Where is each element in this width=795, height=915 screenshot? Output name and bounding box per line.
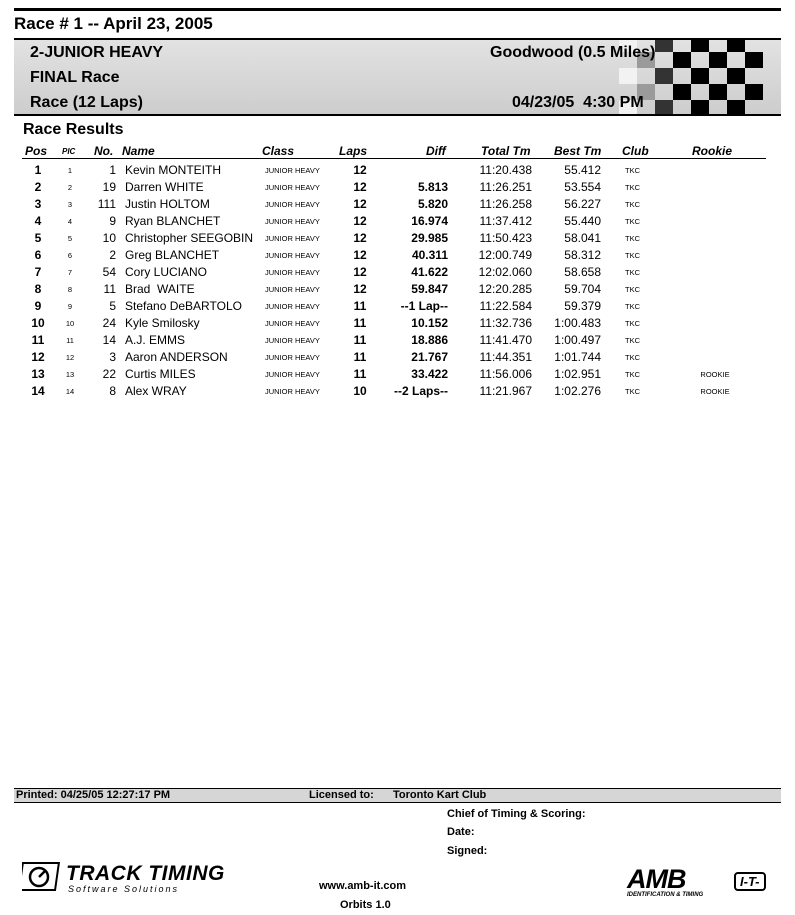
col-class: Class — [262, 144, 295, 158]
cell-kart-number: 1 — [109, 163, 116, 177]
cell-club: TKC — [625, 217, 640, 226]
col-club: Club — [622, 144, 649, 158]
cell-total-time: 11:56.006 — [479, 367, 532, 381]
cell-kart-number: 54 — [102, 265, 116, 279]
cell-diff: 5.813 — [417, 180, 448, 194]
cell-class: JUNIOR HEAVY — [265, 353, 320, 362]
cell-total-time: 12:00.749 — [478, 248, 532, 262]
cell-class: JUNIOR HEAVY — [265, 166, 320, 175]
track-name: Goodwood (0.5 Miles) — [490, 44, 656, 61]
cell-diff: 33.422 — [411, 367, 448, 381]
website-url: www.amb-it.com — [319, 880, 406, 892]
cell-best-time: 55.412 — [564, 163, 601, 177]
cell-diff: --2 Laps-- — [394, 384, 448, 398]
cell-pic: 6 — [67, 251, 73, 260]
cell-club: TKC — [625, 166, 640, 175]
cell-driver-name: Curtis MILES — [125, 367, 196, 381]
cell-total-time: 11:20.438 — [479, 163, 532, 177]
cell-pic: 1 — [67, 166, 73, 175]
race-datetime: 04/23/05 4:30 PM — [512, 94, 644, 111]
signed-label: Signed: — [447, 845, 488, 857]
cell-driver-name: A.J. EMMS — [125, 333, 186, 347]
cell-diff: 18.886 — [411, 333, 448, 347]
cell-total-time: 11:21.967 — [479, 384, 532, 398]
cell-driver-name: Stefano DeBARTOLO — [125, 299, 242, 313]
cell-driver-name: Kyle Smilosky — [125, 316, 200, 330]
cell-best-time: 1:00.497 — [554, 333, 601, 347]
cell-kart-number: 5 — [109, 299, 116, 313]
licensed-to: Toronto Kart Club — [393, 789, 487, 801]
cell-class: JUNIOR HEAVY — [265, 217, 320, 226]
cell-driver-name: Ryan BLANCHET — [125, 214, 221, 228]
cell-pic: 5 — [67, 234, 73, 243]
cell-class: JUNIOR HEAVY — [265, 336, 320, 345]
cell-club: TKC — [625, 268, 640, 277]
date-label: Date: — [447, 826, 475, 838]
cell-kart-number: 10 — [102, 231, 116, 245]
cell-driver-name: Alex WRAY — [125, 384, 187, 398]
cell-kart-number: 14 — [102, 333, 116, 347]
cell-best-time: 58.041 — [564, 231, 601, 245]
cell-position: 10 — [31, 316, 45, 330]
cell-kart-number: 11 — [103, 282, 116, 296]
cell-kart-number: 24 — [102, 316, 116, 330]
cell-diff: 40.311 — [411, 248, 448, 262]
cell-best-time: 53.554 — [564, 180, 601, 194]
cell-kart-number: 111 — [97, 197, 116, 211]
cell-laps: 11 — [353, 299, 367, 313]
race-title: Race # 1 -- April 23, 2005 — [14, 14, 213, 33]
cell-club: TKC — [625, 387, 640, 396]
cell-club: TKC — [625, 336, 640, 345]
cell-position: 6 — [34, 248, 42, 262]
cell-diff: 16.974 — [411, 214, 448, 228]
cell-class: JUNIOR HEAVY — [265, 251, 320, 260]
section-title: Race Results — [23, 121, 124, 138]
cell-laps: 10 — [353, 384, 367, 398]
cell-position: 9 — [34, 299, 42, 313]
cell-kart-number: 9 — [109, 214, 116, 228]
amb-logo-text: AMB — [627, 864, 686, 894]
cell-diff: 10.152 — [411, 316, 448, 330]
cell-position: 4 — [34, 214, 42, 228]
cell-rookie: ROOKIE — [700, 387, 730, 396]
track-timing-name: TRACK TIMING — [66, 862, 225, 885]
cell-total-time: 12:20.285 — [478, 282, 532, 296]
amb-it-mark: I-T- — [734, 872, 766, 891]
cell-total-time: 11:44.351 — [479, 350, 532, 364]
cell-club: TKC — [625, 200, 640, 209]
cell-pic: 2 — [67, 183, 73, 192]
track-timing-logo-icon — [22, 862, 62, 892]
cell-driver-name: Christopher SEEGOBIN — [125, 231, 254, 245]
col-no: No. — [94, 144, 114, 158]
cell-best-time: 58.312 — [564, 248, 601, 262]
cell-club: TKC — [625, 234, 640, 243]
cell-laps: 12 — [353, 180, 367, 194]
amb-logo — [627, 866, 777, 902]
cell-pic: 9 — [67, 302, 73, 311]
cell-class: JUNIOR HEAVY — [265, 200, 320, 209]
cell-best-time: 59.704 — [564, 282, 601, 296]
cell-laps: 11 — [353, 350, 367, 364]
cell-pic: 8 — [67, 285, 73, 294]
cell-club: TKC — [625, 183, 640, 192]
cell-kart-number: 19 — [102, 180, 116, 194]
cell-laps: 11 — [353, 333, 367, 347]
cell-driver-name: Brad WAITE — [125, 282, 195, 296]
cell-laps: 12 — [353, 265, 367, 279]
cell-club: TKC — [625, 302, 640, 311]
cell-diff: 41.622 — [411, 265, 448, 279]
cell-position: 14 — [31, 384, 45, 398]
cell-driver-name: Cory LUCIANO — [125, 265, 208, 279]
cell-club: TKC — [625, 251, 640, 260]
cell-laps: 12 — [353, 214, 367, 228]
cell-total-time: 12:02.060 — [478, 265, 532, 279]
col-pic: PIC — [62, 147, 76, 156]
cell-laps: 12 — [353, 197, 367, 211]
cell-rookie: ROOKIE — [700, 370, 730, 379]
cell-pic: 7 — [67, 268, 73, 277]
cell-total-time: 11:26.251 — [479, 180, 532, 194]
col-laps: Laps — [339, 144, 368, 158]
cell-class: JUNIOR HEAVY — [265, 234, 320, 243]
cell-pic: 14 — [65, 387, 75, 396]
col-diff: Diff — [426, 144, 446, 158]
cell-laps: 12 — [353, 163, 367, 177]
cell-best-time: 1:01.744 — [554, 350, 601, 364]
cell-kart-number: 3 — [109, 350, 116, 364]
cell-position: 5 — [34, 231, 42, 245]
cell-driver-name: Darren WHITE — [125, 180, 204, 194]
cell-pic: 10 — [65, 319, 75, 328]
cell-total-time: 11:50.423 — [479, 231, 532, 245]
printed-stamp: Printed: 04/25/05 12:27:17 PM — [16, 789, 171, 801]
cell-club: TKC — [625, 353, 640, 362]
cell-diff: --1 Lap-- — [400, 299, 448, 313]
col-rookie: Rookie — [692, 144, 733, 158]
race-laps: Race (12 Laps) — [30, 94, 143, 111]
cell-driver-name: Aaron ANDERSON — [125, 350, 228, 364]
cell-laps: 11 — [353, 316, 367, 330]
cell-position: 3 — [34, 197, 42, 211]
cell-position: 8 — [34, 282, 42, 296]
cell-laps: 11 — [353, 367, 367, 381]
cell-best-time: 1:02.951 — [554, 367, 601, 381]
cell-class: JUNIOR HEAVY — [265, 183, 320, 192]
race-type: FINAL Race — [30, 69, 120, 86]
race-banner — [14, 38, 781, 116]
cell-class: JUNIOR HEAVY — [265, 370, 320, 379]
col-pos: Pos — [25, 144, 48, 158]
col-best: Best Tm — [554, 144, 602, 158]
cell-best-time: 1:02.276 — [554, 384, 601, 398]
cell-pic: 11 — [66, 336, 74, 345]
cell-best-time: 55.440 — [564, 214, 601, 228]
header-rule — [22, 158, 766, 159]
cell-total-time: 11:37.412 — [479, 214, 532, 228]
cell-laps: 12 — [353, 248, 367, 262]
cell-total-time: 11:32.736 — [479, 316, 532, 330]
cell-diff: 21.767 — [411, 350, 448, 364]
cell-position: 11 — [31, 333, 45, 347]
cell-class: JUNIOR HEAVY — [265, 285, 320, 294]
cell-kart-number: 22 — [102, 367, 116, 381]
cell-class: JUNIOR HEAVY — [265, 319, 320, 328]
cell-total-time: 11:41.470 — [479, 333, 532, 347]
track-timing-tagline: Software Solutions — [68, 884, 180, 894]
cell-class: JUNIOR HEAVY — [265, 302, 320, 311]
top-rule — [14, 8, 781, 11]
cell-club: TKC — [625, 370, 640, 379]
cell-best-time: 1:00.483 — [554, 316, 601, 330]
cell-diff: 29.985 — [411, 231, 448, 245]
cell-club: TKC — [625, 285, 640, 294]
cell-driver-name: Greg BLANCHET — [125, 248, 220, 262]
cell-class: JUNIOR HEAVY — [265, 268, 320, 277]
cell-pic: 3 — [67, 200, 73, 209]
cell-position: 13 — [31, 367, 45, 381]
cell-position: 1 — [34, 163, 42, 177]
cell-position: 12 — [31, 350, 45, 364]
class-name: 2-JUNIOR HEAVY — [30, 44, 164, 61]
cell-position: 7 — [34, 265, 42, 279]
cell-diff: 59.847 — [411, 282, 448, 296]
cell-pic: 12 — [65, 353, 75, 362]
cell-best-time: 56.227 — [564, 197, 601, 211]
amb-logo-tagline: IDENTIFICATION & TIMING — [627, 892, 704, 898]
cell-pic: 4 — [67, 217, 73, 226]
footer-bar — [14, 788, 781, 803]
cell-pic: 13 — [65, 370, 75, 379]
cell-best-time: 58.658 — [564, 265, 601, 279]
cell-kart-number: 8 — [109, 384, 116, 398]
software-version: Orbits 1.0 — [340, 899, 391, 911]
cell-best-time: 59.379 — [564, 299, 601, 313]
cell-diff: 5.820 — [417, 197, 448, 211]
col-name: Name — [122, 144, 155, 158]
cell-driver-name: Kevin MONTEITH — [125, 163, 222, 177]
cell-total-time: 11:26.258 — [479, 197, 532, 211]
cell-position: 2 — [34, 180, 42, 194]
licensed-label: Licensed to: — [309, 789, 374, 801]
cell-total-time: 11:22.584 — [479, 299, 532, 313]
chief-of-timing-label: Chief of Timing & Scoring: — [447, 808, 586, 820]
cell-class: JUNIOR HEAVY — [265, 387, 320, 396]
cell-kart-number: 2 — [109, 248, 116, 262]
cell-laps: 12 — [353, 282, 367, 296]
cell-driver-name: Justin HOLTOM — [125, 197, 210, 211]
cell-club: TKC — [625, 319, 640, 328]
cell-laps: 12 — [353, 231, 367, 245]
col-total: Total Tm — [481, 144, 531, 158]
